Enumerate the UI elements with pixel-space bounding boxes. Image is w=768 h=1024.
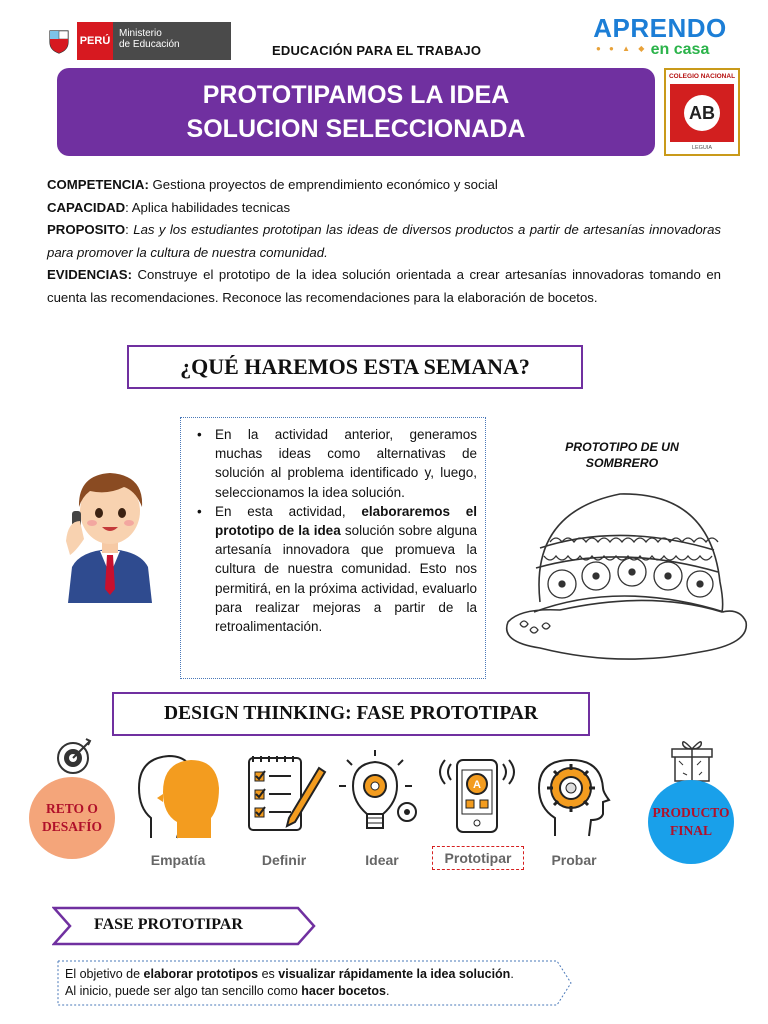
school-badge-name: LEGUIA [691,145,713,151]
objective-bold: visualizar rápidamente la idea solución [278,967,511,981]
stage-idear [336,748,428,878]
objective-part: El objetivo de [65,967,144,981]
aprendo-text: APRENDO [593,13,727,43]
decorative-dots-icon: ● ● ▲ ◆ [596,44,648,53]
peru-label: PERÚ [77,22,113,60]
page-title: PROTOTIPAMOS LA IDEA SOLUCION SELECCIONADA [186,81,526,143]
target-icon [56,737,94,775]
fase-label: FASE PROTOTIPAR [94,916,243,933]
activity-explanation-box [180,417,486,679]
school-badge-top: COLEGIO NACIONAL [668,73,736,80]
week-heading: ¿QUÉ HAREMOS ESTA SEMANA? [127,345,583,389]
heads-icon [133,748,223,840]
objective-text [65,966,514,1000]
competencia-label: COMPETENCIA: [47,177,149,192]
evidencias-label: EVIDENCIAS: [47,267,132,283]
ministry-line1: Ministerio [119,28,162,39]
stage-definir [238,748,330,878]
bullet-item [195,425,477,502]
bullet-text: En la actividad anterior, generamos muchas ideas como alternativas de solución al problema identificado y, luego, seleccionamos la idea solución. [215,427,477,500]
ministry-name [113,22,231,60]
minedu-logo [45,22,231,60]
activity-bullets [195,425,477,636]
proposito-separator: : [125,222,134,238]
bullet-bold-text: elaboraremos el prototipo de la idea [215,503,477,539]
head-gears-icon [529,748,619,840]
stage-probar [528,748,620,878]
gift-icon [669,737,715,783]
subject-title: EDUCACIÓN PARA EL TRABAJO [272,43,482,58]
fase-prototipar-tag [52,906,316,946]
objective-part: . [386,984,390,998]
bullet-text: solución sobre alguna artesanía innovadora que promueva la cultura de nuestra comunidad. Esto nos permitirá, en la próxima actividad, evaluarlo para realizar mejoras a partir de la retroalimentación. [215,523,477,635]
hat-sketch-illustration [500,472,752,672]
evidencias-line [47,264,721,309]
stage-label: Definir [261,852,307,868]
evidencias-text: Construye el prototipo de la idea solución orientada a crear artesanías innovadoras tomando en cuenta las recomendaciones. Reconoce las recomendaciones para la elaboración de bocetos. [47,267,721,305]
proposito-label: PROPOSITO [47,222,126,238]
design-thinking-heading: DESIGN THINKING: FASE PROTOTIPAR [112,692,590,736]
stage-label: Empatía [150,852,206,868]
objective-part: Al inicio, puede ser algo tan sencillo como [65,984,302,998]
school-crest-icon [670,84,734,142]
proposito-text: Las y los estudiantes prototipan las ideas de diversos productos a partir de artesanías innovadoras para promover la cultura de nuestra comunidad. [47,222,722,260]
producto-final-circle: PRODUCTO FINAL [648,780,734,864]
stage-label-highlighted: Prototipar [432,846,524,870]
stage-label: Probar [551,852,597,868]
smartphone-icon [433,748,523,840]
en-casa-text: en casa [650,41,710,58]
reto-desafio-circle: RETO O DESAFÍO [29,777,115,859]
lightbulb-icon [337,748,427,840]
objective-box [57,960,573,1006]
proposito-line [47,219,721,264]
student-on-phone-illustration [60,455,160,603]
competencia-line [47,174,721,197]
capacidad-text: : Aplica habilidades tecnicas [125,199,291,215]
school-badge [664,68,740,156]
objective-part: . [510,967,514,981]
capacidad-line [47,197,721,220]
objective-part: es [258,967,279,981]
capacidad-label: CAPACIDAD [47,199,126,215]
bullet-text: En esta actividad, [215,503,362,519]
stage-empatia [132,748,224,878]
svg-text:A: A [473,779,481,791]
aprendo-en-casa-logo [590,14,730,62]
school-crest-letters: AB [684,95,720,131]
objective-bold: elaborar prototipos [143,967,259,981]
session-info [47,174,721,310]
stage-label: Idear [365,852,399,868]
title-banner [57,68,655,156]
competencia-text: Gestiona proyectos de emprendimiento económico y social [148,177,498,192]
hat-caption: PROTOTIPO DE UN SOMBRERO [565,440,679,470]
objective-bold: hacer bocetos [301,984,387,998]
checklist-icon [239,748,329,840]
bullet-item [195,502,477,636]
ministry-line2: de Educación [119,39,180,50]
stage-prototipar [432,748,524,878]
peru-coat-of-arms-icon [45,22,73,60]
